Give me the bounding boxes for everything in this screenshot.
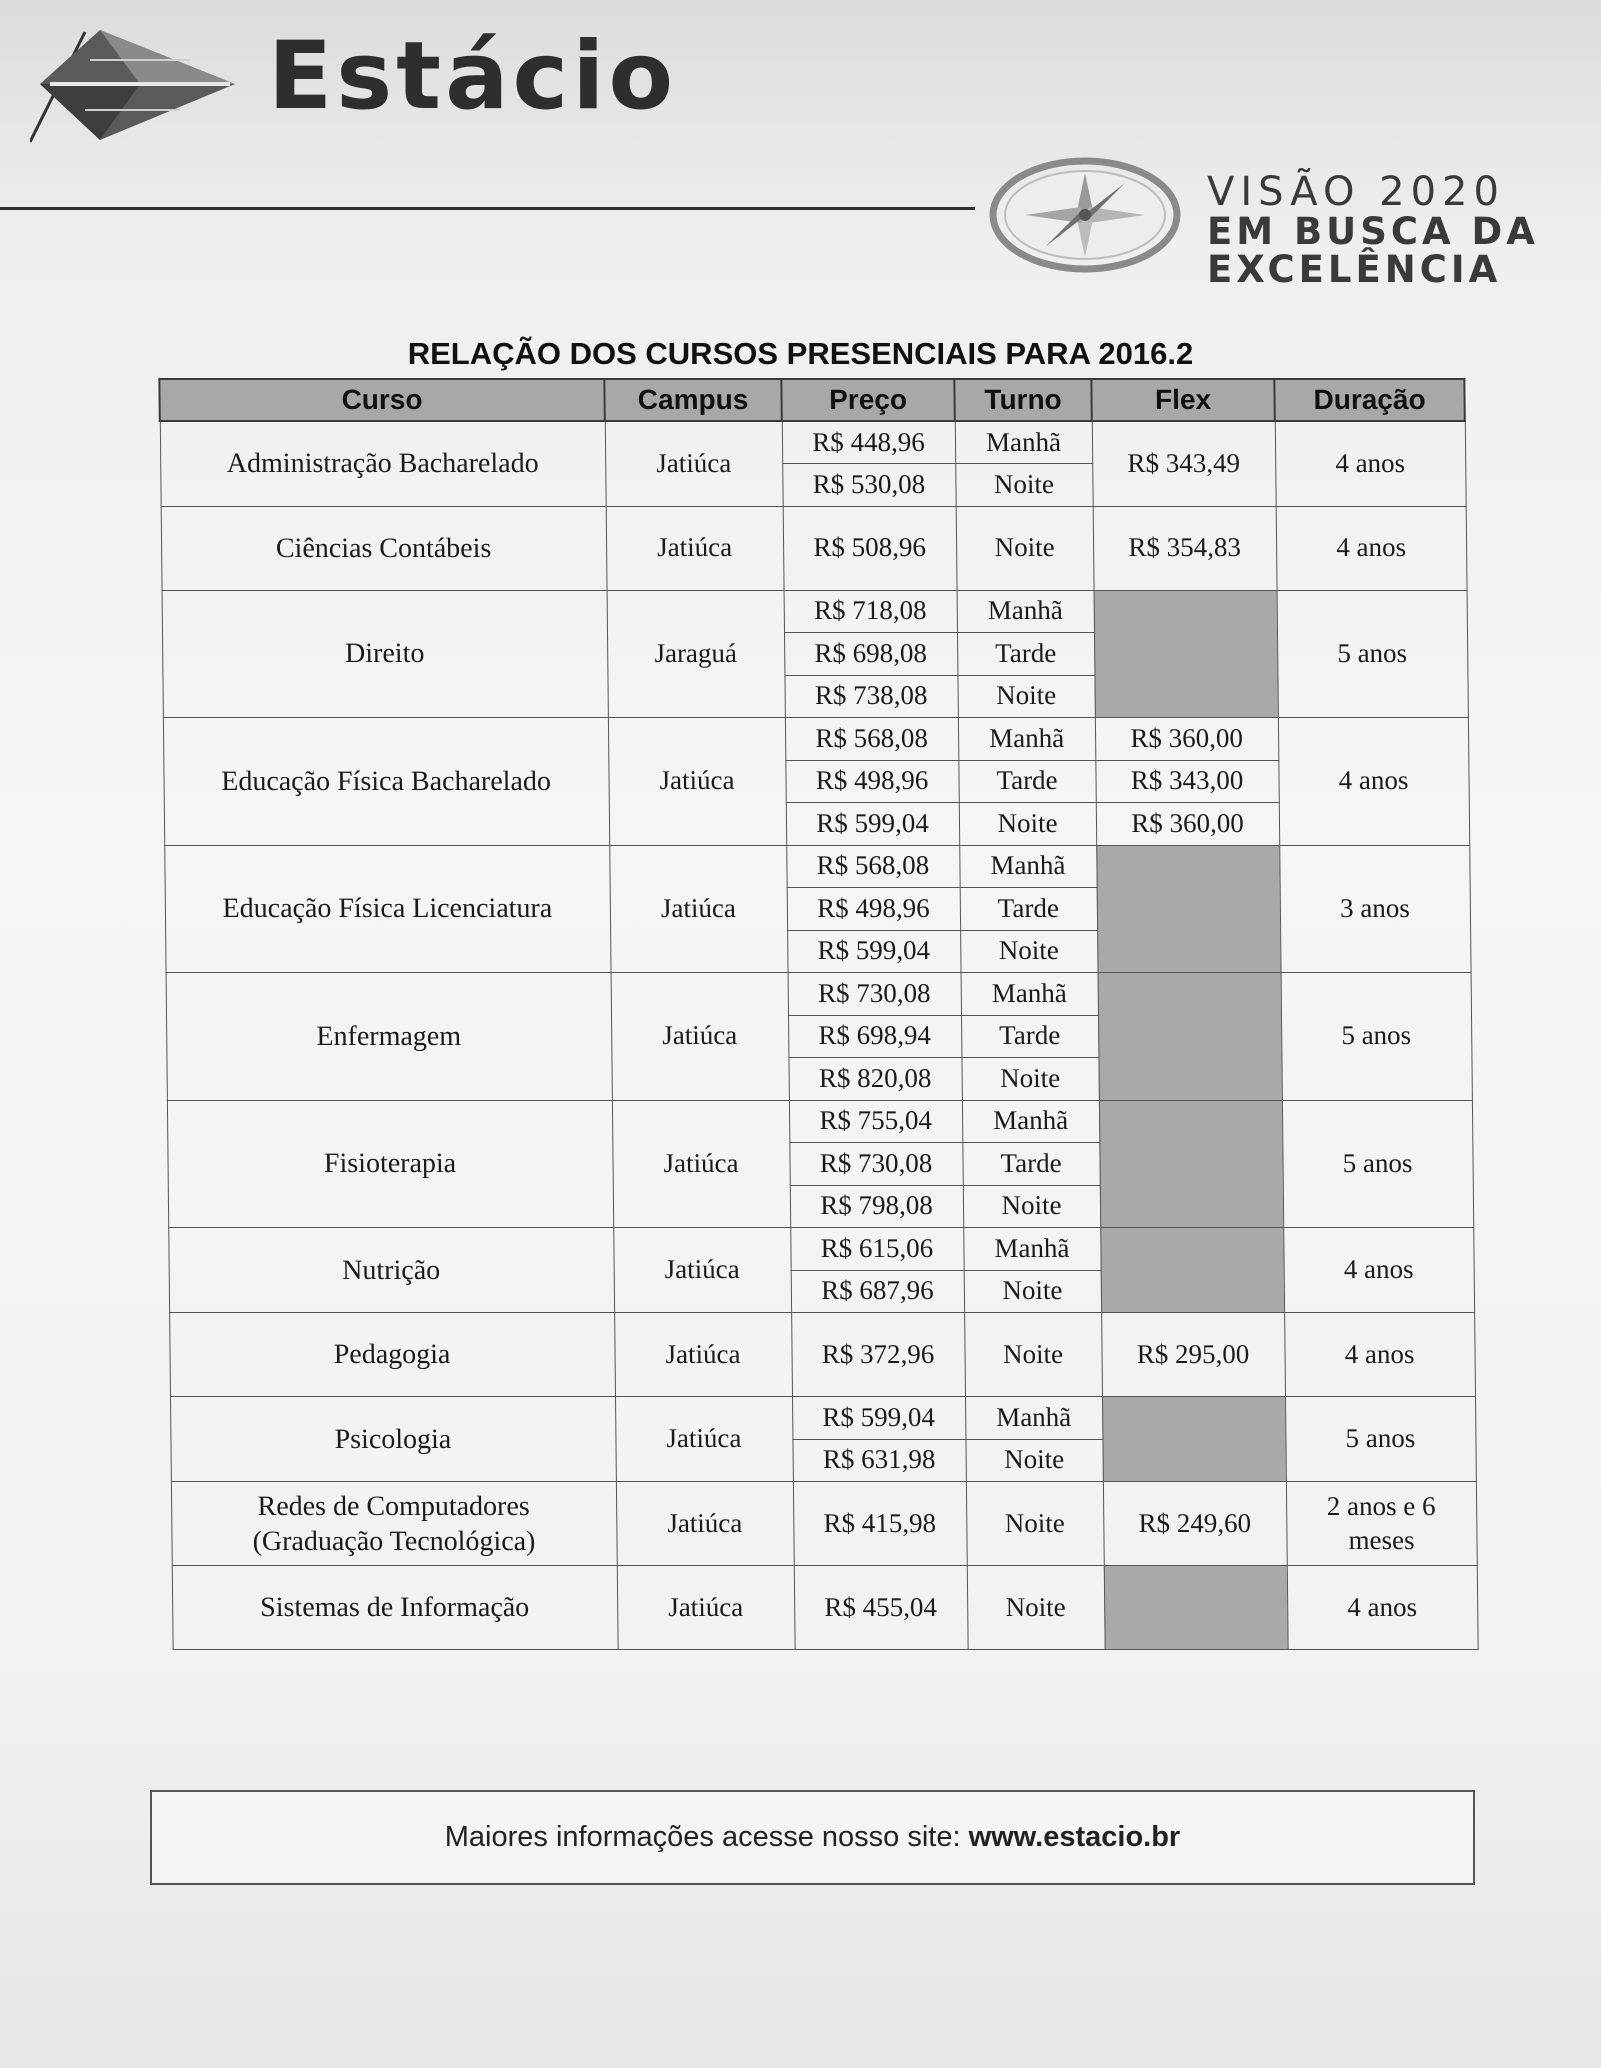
- course-name: Educação Física Bacharelado: [221, 765, 552, 797]
- table-row: [160, 421, 1465, 464]
- table-row: [161, 506, 1467, 590]
- flex-empty-cell: [1096, 845, 1280, 973]
- flex-price-cell: R$ 360,00: [1095, 718, 1278, 761]
- shift-cell: Manhã: [957, 590, 1094, 633]
- table-row: [172, 1566, 1478, 1650]
- price-cell: R$ 631,98: [792, 1439, 965, 1482]
- duration-cell: [1284, 1313, 1475, 1397]
- duration-cell: [1276, 506, 1467, 590]
- duration-cell: [1287, 1566, 1478, 1650]
- course-name-cell: [166, 973, 612, 1101]
- course-name-cell: [160, 421, 606, 506]
- table-row: [162, 590, 1467, 633]
- price-cell: R$ 738,08: [784, 675, 957, 718]
- price-cell: R$ 599,04: [792, 1397, 965, 1440]
- shift-cell: Manhã: [963, 1228, 1100, 1271]
- duration-text: 2 anos e 6: [1326, 1490, 1436, 1521]
- column-header-flex: Flex: [1091, 379, 1274, 421]
- duration-text: 5 anos: [1341, 1020, 1412, 1051]
- flex-price-cell: R$ 343,49: [1092, 421, 1276, 506]
- estacio-logo-icon: [30, 22, 245, 152]
- course-name-cell: [162, 590, 608, 718]
- courses-body: [160, 421, 1478, 1650]
- table-row: [167, 1100, 1472, 1143]
- column-header-preco: Preço: [781, 379, 954, 421]
- price-cell: R$ 718,08: [784, 590, 957, 633]
- price-cell: R$ 530,08: [782, 464, 955, 507]
- table-row: [170, 1397, 1475, 1440]
- price-cell: R$ 820,08: [788, 1058, 961, 1101]
- course-name-cell: [168, 1228, 614, 1313]
- duration-cell: [1282, 1100, 1473, 1228]
- flex-empty-cell: [1094, 590, 1278, 718]
- duration-text: 4 anos: [1347, 1591, 1418, 1622]
- duration-text: 4 anos: [1335, 447, 1406, 478]
- shift-cell: Noite: [964, 1313, 1102, 1397]
- flex-empty-cell: [1100, 1228, 1284, 1313]
- shift-cell: Tarde: [957, 633, 1094, 676]
- table-row: [163, 718, 1468, 761]
- campus-cell: Jatiúca: [608, 718, 786, 846]
- course-name-cell: [163, 718, 609, 846]
- price-cell: R$ 372,96: [791, 1313, 965, 1397]
- page-title: RELAÇÃO DOS CURSOS PRESENCIAIS PARA 2016.2: [407, 336, 1194, 371]
- shift-cell: Noite: [964, 1270, 1101, 1313]
- vision-line-3: EXCELÊNCIA: [1207, 248, 1502, 291]
- campus-cell: Jatiúca: [615, 1397, 793, 1482]
- column-header-turno: Turno: [954, 379, 1091, 421]
- campus-cell: Jatiúca: [605, 421, 783, 506]
- price-cell: R$ 687,96: [791, 1270, 964, 1313]
- table-row: [171, 1482, 1477, 1566]
- price-cell: R$ 615,06: [790, 1228, 963, 1271]
- shift-cell: Noite: [960, 930, 1097, 973]
- price-cell: R$ 498,96: [787, 888, 960, 931]
- flex-price-cell: R$ 354,83: [1093, 506, 1277, 590]
- duration-text: 3 anos: [1339, 892, 1410, 923]
- course-name: Pedagogia: [333, 1339, 451, 1370]
- shift-cell: Noite: [961, 1058, 1098, 1101]
- courses-table: [158, 378, 1478, 1650]
- duration-cell: [1283, 1228, 1474, 1313]
- course-name: Direito: [344, 638, 425, 670]
- compass-icon: [985, 155, 1185, 275]
- course-name: Enfermagem: [316, 1020, 462, 1052]
- price-cell: R$ 755,04: [789, 1100, 962, 1143]
- campus-cell: Jatiúca: [617, 1566, 795, 1650]
- column-header-curso: Curso: [159, 379, 604, 421]
- price-cell: R$ 508,96: [783, 506, 957, 590]
- shift-cell: Tarde: [960, 888, 1097, 931]
- shift-cell: Noite: [957, 675, 1094, 718]
- course-name-cell: [161, 506, 607, 590]
- vision-line-2: EM BUSCA DA: [1207, 210, 1539, 253]
- shift-cell: Noite: [959, 803, 1096, 846]
- duration-cell: [1278, 718, 1469, 846]
- vision-line-1: VISÃO 2020: [1207, 169, 1505, 215]
- shift-cell: Manhã: [962, 1100, 1099, 1143]
- campus-cell: Jatiúca: [606, 506, 784, 590]
- shift-cell: Manhã: [955, 421, 1092, 464]
- shift-cell: Manhã: [961, 973, 1098, 1016]
- course-name: Fisioterapia: [323, 1148, 457, 1180]
- price-cell: R$ 698,94: [788, 1015, 961, 1058]
- course-name: Educação Física Licenciatura: [222, 893, 553, 925]
- course-name-cell: [167, 1100, 613, 1228]
- vision-2020-slogan: [1207, 169, 1539, 291]
- price-cell: R$ 599,04: [786, 803, 959, 846]
- shift-cell: Noite: [955, 464, 1092, 507]
- flex-price-cell: R$ 249,60: [1103, 1482, 1287, 1566]
- campus-cell: Jatiúca: [613, 1228, 791, 1313]
- table-row: [164, 845, 1469, 888]
- shift-cell: Manhã: [959, 845, 1096, 888]
- flex-empty-cell: [1104, 1566, 1288, 1650]
- shift-cell: Tarde: [958, 760, 1095, 803]
- duration-text: 4 anos: [1336, 532, 1407, 563]
- table-row: [166, 973, 1471, 1016]
- price-cell: R$ 730,08: [788, 973, 961, 1016]
- duration-text: 4 anos: [1343, 1254, 1414, 1285]
- course-name-cell: [164, 845, 610, 973]
- footer-url: www.estacio.br: [968, 1821, 1181, 1853]
- campus-cell: Jaraguá: [607, 590, 785, 718]
- flex-price-cell: R$ 360,00: [1096, 803, 1279, 846]
- price-cell: R$ 568,08: [785, 718, 958, 761]
- price-cell: R$ 448,96: [782, 421, 955, 464]
- course-name-cell: [172, 1566, 618, 1650]
- table-row: [168, 1228, 1473, 1271]
- flex-empty-cell: [1098, 973, 1282, 1101]
- shift-cell: Tarde: [962, 1143, 1099, 1186]
- course-name: Administração Bacharelado: [226, 448, 539, 480]
- course-name-cell: [171, 1482, 617, 1566]
- footer-text: Maiores informações acesse nosso site:: [444, 1821, 961, 1853]
- table-header-row: [159, 379, 1464, 421]
- shift-cell: Tarde: [961, 1015, 1098, 1058]
- campus-cell: Jatiúca: [609, 845, 787, 973]
- shift-cell: Noite: [956, 506, 1094, 590]
- shift-cell: Manhã: [958, 718, 1095, 761]
- campus-cell: Jatiúca: [616, 1482, 794, 1566]
- price-cell: R$ 415,98: [793, 1482, 967, 1566]
- price-cell: R$ 798,08: [790, 1185, 963, 1228]
- column-header-campus: Campus: [604, 379, 781, 421]
- duration-text: 5 anos: [1337, 637, 1408, 668]
- course-name: Nutrição: [342, 1254, 441, 1286]
- shift-cell: Noite: [966, 1482, 1104, 1566]
- duration-cell: [1279, 845, 1470, 973]
- price-cell: R$ 730,08: [789, 1143, 962, 1186]
- course-name: Redes de Computadores: [257, 1490, 530, 1522]
- duration-text: 5 anos: [1342, 1147, 1413, 1178]
- flex-empty-cell: [1102, 1397, 1286, 1482]
- course-name: Ciências Contábeis: [275, 532, 492, 564]
- column-header-duracao: Duração: [1274, 379, 1464, 421]
- duration-text: 4 anos: [1338, 765, 1409, 796]
- flex-price-cell: R$ 343,00: [1095, 760, 1278, 803]
- table-row: [169, 1313, 1475, 1397]
- duration-cell: [1286, 1482, 1477, 1566]
- shift-cell: Noite: [965, 1439, 1102, 1482]
- campus-cell: Jatiúca: [612, 1100, 790, 1228]
- price-cell: R$ 599,04: [787, 930, 960, 973]
- course-name-cell: [170, 1397, 616, 1482]
- duration-text: meses: [1348, 1524, 1415, 1555]
- price-cell: R$ 698,08: [784, 633, 957, 676]
- brand-name: Estácio: [268, 22, 678, 131]
- footer-info-box: [150, 1790, 1475, 1885]
- course-name: (Graduação Tecnológica): [252, 1525, 536, 1557]
- price-cell: R$ 498,96: [785, 760, 958, 803]
- duration-text: 4 anos: [1344, 1338, 1415, 1369]
- course-name-cell: [169, 1313, 615, 1397]
- campus-cell: Jatiúca: [611, 973, 789, 1101]
- price-cell: R$ 455,04: [794, 1566, 968, 1650]
- campus-cell: Jatiúca: [614, 1313, 792, 1397]
- price-cell: R$ 568,08: [786, 845, 959, 888]
- header-rule: [0, 207, 975, 210]
- shift-cell: Noite: [963, 1185, 1100, 1228]
- duration-cell: [1281, 973, 1472, 1101]
- duration-cell: [1285, 1397, 1476, 1482]
- duration-text: 5 anos: [1345, 1423, 1416, 1454]
- course-name: Sistemas de Informação: [260, 1592, 530, 1623]
- shift-cell: Manhã: [965, 1397, 1102, 1440]
- duration-cell: [1275, 421, 1466, 506]
- flex-empty-cell: [1099, 1100, 1283, 1228]
- course-name: Psicologia: [334, 1423, 452, 1455]
- flex-price-cell: R$ 295,00: [1101, 1313, 1285, 1397]
- shift-cell: Noite: [967, 1566, 1105, 1650]
- duration-cell: [1277, 590, 1468, 718]
